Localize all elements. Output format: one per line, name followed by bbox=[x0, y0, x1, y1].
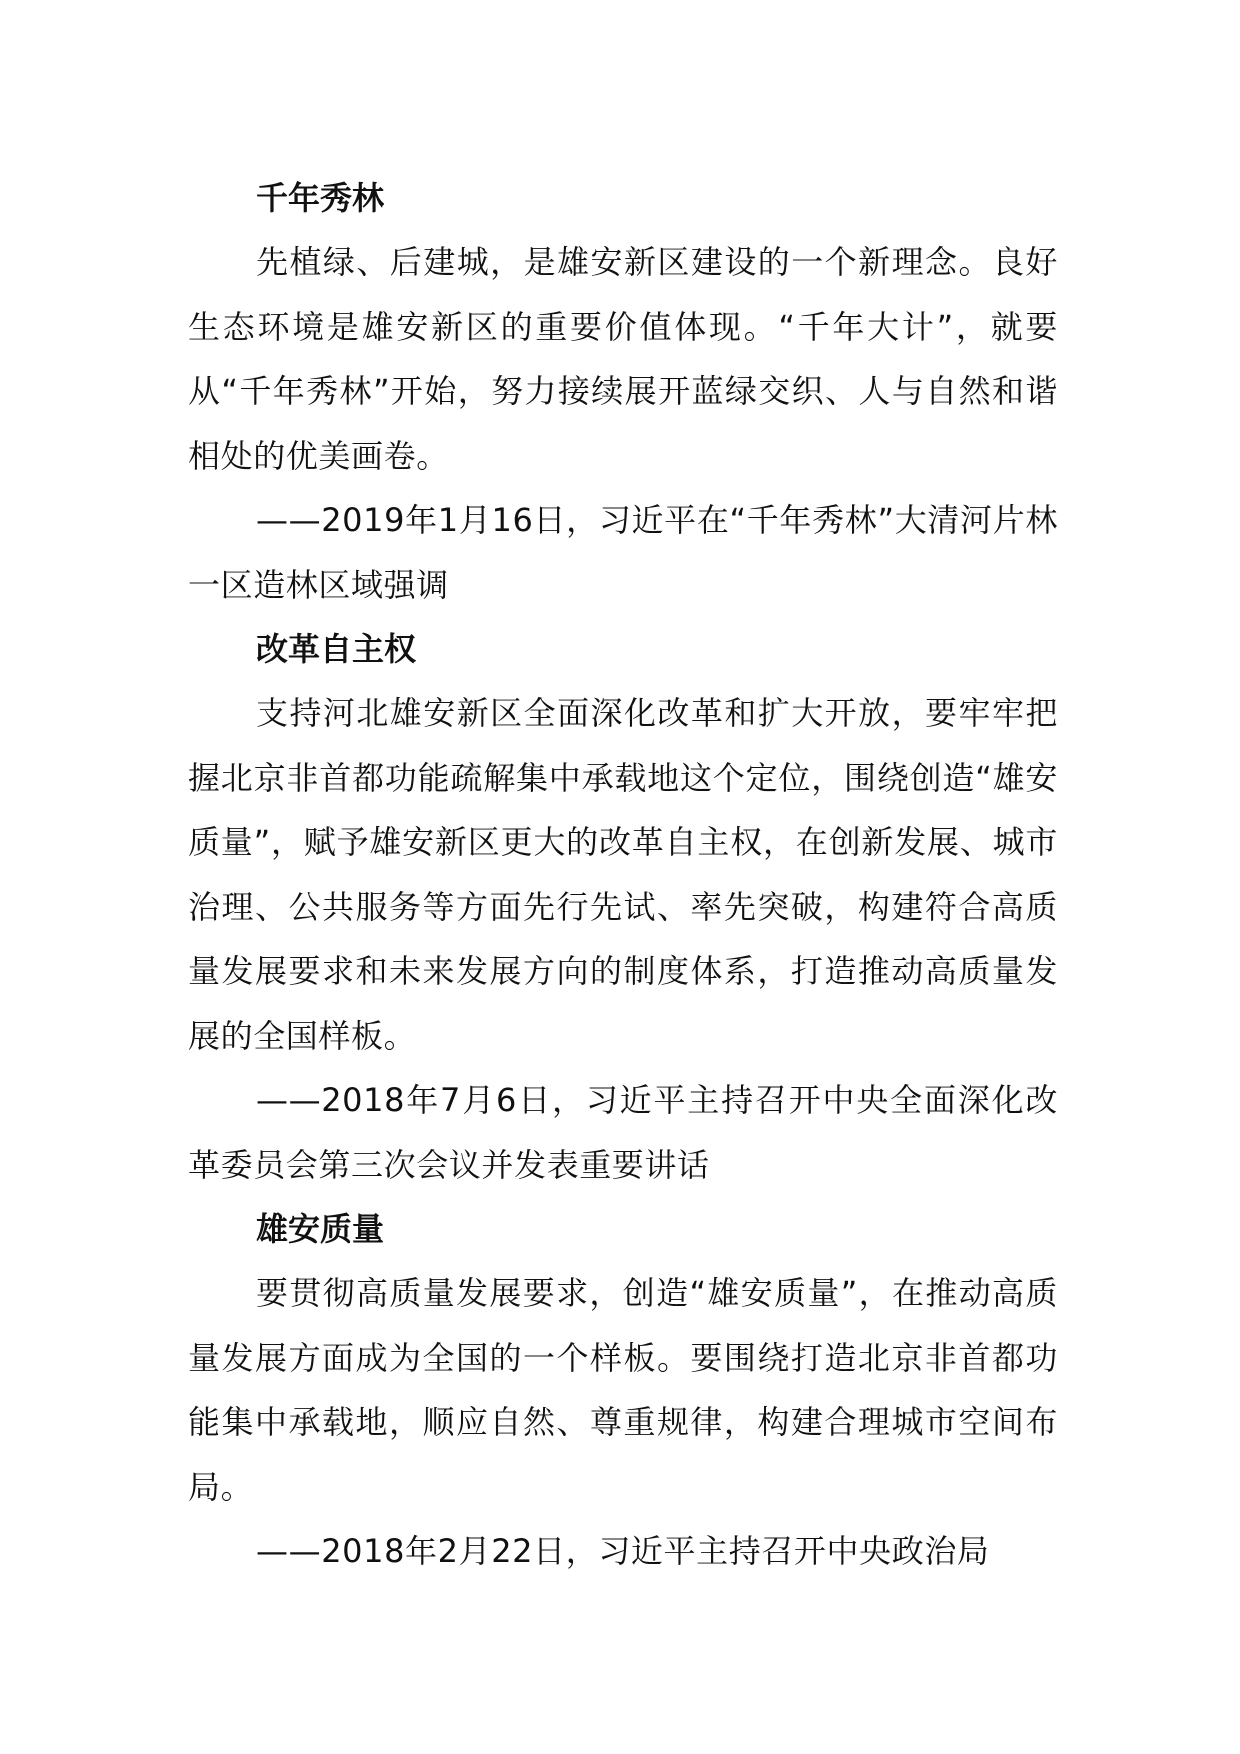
section-source-qiannian-xiulin: ——2019年1月16日，习近平在“千年秀林”大清河片林一区造林区域强调 bbox=[188, 501, 1058, 604]
document-page bbox=[188, 166, 1058, 1584]
section-paragraph-qiannian-xiulin: 先植绿、后建城，是雄安新区建设的一个新理念。良好生态环境是雄安新区的重要价值体现。“千年大计”，就要从“千年秀林”开始，努力接续展开蓝绿交织、人与自然和谐相处的优美画卷。 bbox=[188, 243, 1058, 475]
section-source-gaige-zizhuquan: ——2018年7月6日，习近平主持召开中央全面深化改革委员会第三次会议并发表重要讲话 bbox=[188, 1081, 1058, 1184]
section-heading-qiannian-xiulin: 千年秀林 bbox=[256, 179, 385, 217]
section-heading-gaige-zizhuquan: 改革自主权 bbox=[256, 630, 417, 668]
section-paragraph-xiongan-zhiliang: 要贯彻高质量发展要求，创造“雄安质量”，在推动高质量发展方面成为全国的一个样板。要围绕打造北京非首都功能集中承载地，顺应自然、尊重规律，构建合理城市空间布局。 bbox=[188, 1274, 1058, 1506]
section-paragraph-gaige-zizhuquan: 支持河北雄安新区全面深化改革和扩大开放，要牢牢把握北京非首都功能疏解集中承载地这个定位，围绕创造“雄安质量”，赋予雄安新区更大的改革自主权，在创新发展、城市治理、公共服务等方面先行先试、率先突破，构建符合高质量发展要求和未来发展方向的制度体系，打造推动高质量发展的全国样板。 bbox=[188, 694, 1058, 1055]
section-source-xiongan-zhiliang: ——2018年2月22日，习近平主持召开中央政治局 bbox=[256, 1532, 990, 1570]
section-heading-xiongan-zhiliang: 雄安质量 bbox=[256, 1210, 385, 1248]
